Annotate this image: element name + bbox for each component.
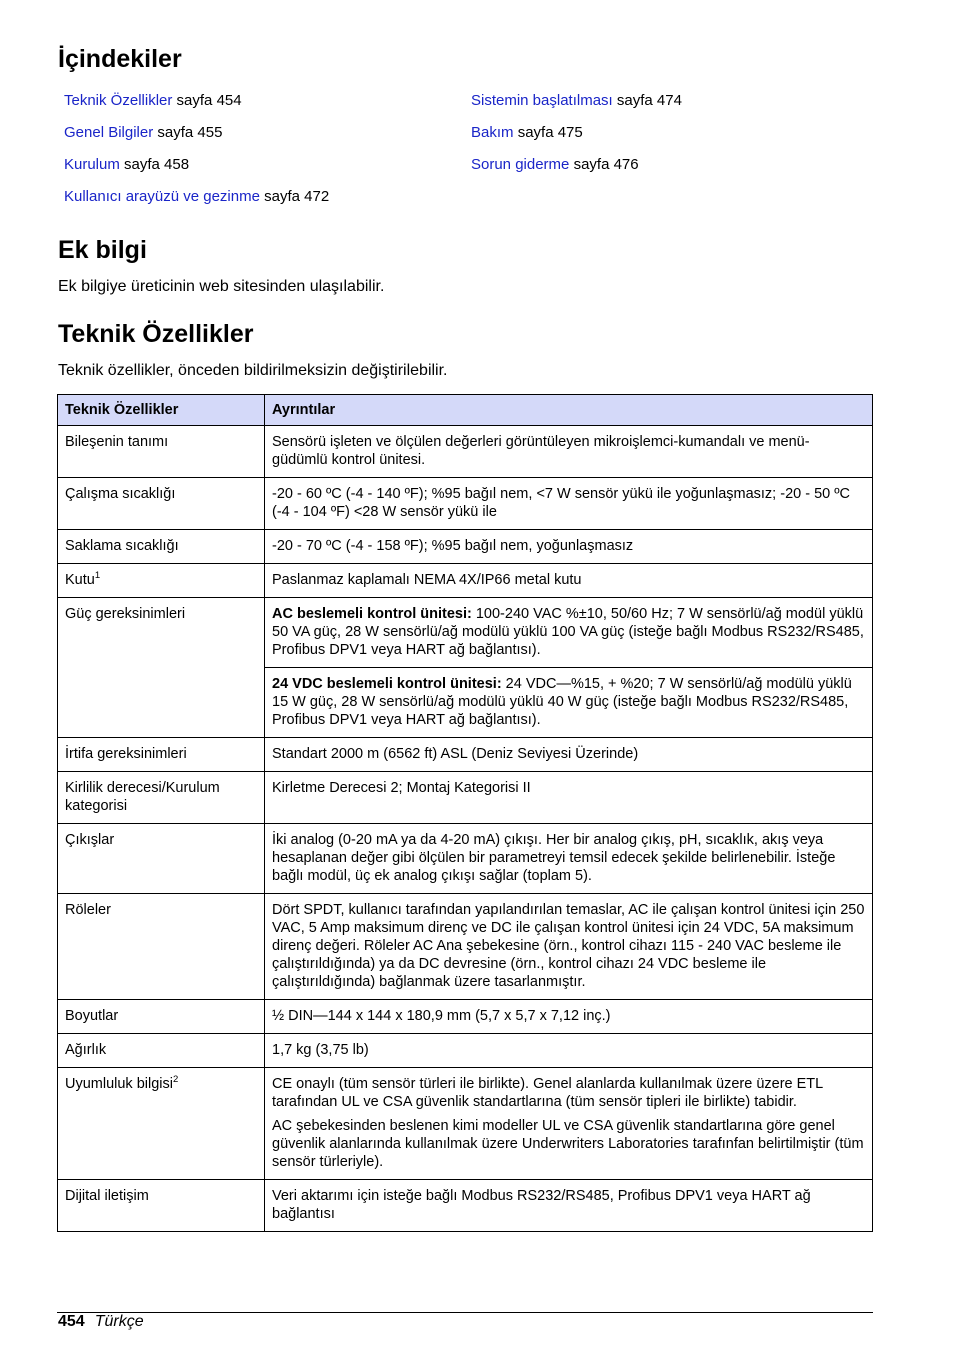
table-row: [58, 738, 873, 772]
column-header: Ayrıntılar: [265, 395, 873, 426]
toc-page: sayfa 476: [573, 156, 639, 173]
table-row: [58, 426, 873, 478]
spec-value-text: 24 VDC—%15, + %20; 7 W sensörlü/ağ modülü yüklü 15 W güç, 28 W sensörlü/ağ modülü yüklü 40 W güç (isteğe bağlı Modbus RS232/RS485, Profibus DPV1 veya HART ağ bağlantısı).: [272, 676, 852, 728]
table-row: [58, 1000, 873, 1034]
spec-value: Kirletme Derecesi 2; Montaj Kategorisi II: [265, 772, 873, 824]
table-row: [58, 894, 873, 1000]
spec-label: Güç gereksinimleri: [58, 598, 265, 738]
toc-item: [471, 124, 682, 156]
spec-label: Çalışma sıcaklığı: [58, 478, 265, 530]
spec-value: [265, 1068, 873, 1180]
spec-value: -20 - 60 ºC (-4 - 140 ºF); %95 bağıl nem, <7 W sensör yükü ile yoğunlaşmasız; -20 - 50 ºC (-4 - 104 ºF) <28 W sensör yükü ile: [265, 478, 873, 530]
spec-value: İki analog (0-20 mA ya da 4-20 mA) çıkışı. Her bir analog çıkış, pH, sıcaklık, akış veya hesaplanan değer gibi ölçülen bir parametreyi temsil edecek şekilde belirlenebilir. İsteğe bağlı modül, üç ek analog çıkışı sağlar (toplam 5).: [265, 824, 873, 894]
toc-page: sayfa 454: [176, 92, 242, 109]
spec-label: Bileşenin tanımı: [58, 426, 265, 478]
footer-divider: [57, 1312, 873, 1313]
spec-value: Sensörü işleten ve ölçülen değerleri görüntüleyen mikroişlemci-kumandalı ve menü-güdümlü kontrol ünitesi.: [265, 426, 873, 478]
table-row: [58, 478, 873, 530]
table-row: [58, 772, 873, 824]
spec-value: Standart 2000 m (6562 ft) ASL (Deniz Seviyesi Üzerinde): [265, 738, 873, 772]
toc-page: sayfa 455: [157, 124, 223, 141]
spec-label: Çıkışlar: [58, 824, 265, 894]
toc-link[interactable]: Sistemin başlatılması: [471, 92, 613, 109]
spec-value: [265, 668, 873, 738]
spec-label: Röleler: [58, 894, 265, 1000]
ek-bilgi-text: Ek bilgiye üreticinin web sitesinden ulaşılabilir.: [58, 278, 385, 295]
toc-item: [471, 92, 682, 124]
toc-left-column: [64, 92, 329, 220]
table-row: [58, 530, 873, 564]
spec-value: Dört SPDT, kullanıcı tarafından yapılandırılan temaslar, AC ile çalışan kontrol ünitesi için 250 VAC, 5 Amp maksimum direnç ve DC ile çalışan kontrol ünitesi için 24 VDC, 5A maksimum direnç değeri. Röleler AC Ana şebekesine (örn., kontrol cihazı 115 - 240 VAC besleme ile çalıştırıldığında) ya da DC devresine (örn., kontrol cihazı 24 VDC besleme ile çalıştırıldığında) bağlanmak üzere tasarlanmıştır.: [265, 894, 873, 1000]
toc-link[interactable]: Teknik Özellikler: [64, 92, 173, 109]
spec-label-text: Kutu: [65, 572, 95, 588]
table-row: [58, 824, 873, 894]
table-header-row: [58, 395, 873, 426]
specs-heading: Teknik Özellikler: [58, 320, 254, 348]
toc-link[interactable]: Kullanıcı arayüzü ve gezinme: [64, 188, 260, 205]
page-footer: [58, 1313, 144, 1331]
spec-value: Veri aktarımı için isteğe bağlı Modbus RS232/RS485, Profibus DPV1 veya HART ağ bağlantısı: [265, 1180, 873, 1232]
toc-page: sayfa 472: [264, 188, 330, 205]
spec-label: Saklama sıcaklığı: [58, 530, 265, 564]
toc-heading: İçindekiler: [58, 45, 182, 73]
spec-table: [57, 394, 873, 1232]
spec-value: -20 - 70 ºC (-4 - 158 ºF); %95 bağıl nem, yoğunlaşmasız: [265, 530, 873, 564]
spec-value-paragraph: AC şebekesinden beslenen kimi modeller UL ve CSA güvenlik standartlarına göre genel güvenlik alanlarında kullanılmak üzere Underwriters Laboratories tarafınfan belirtilmiştir (tüm sensör türleriyle).: [272, 1118, 864, 1170]
toc-page: sayfa 475: [517, 124, 583, 141]
spec-value-paragraph: CE onaylı (tüm sensör türleri ile birlikte). Genel alanlarda kullanılmak üzere üzere ETL tarafından UL ve CSA güvenlik standartlarına (tüm sensör tipleri ile birlikte) tabidir.: [272, 1076, 823, 1110]
column-header: Teknik Özellikler: [58, 395, 265, 426]
spec-value-bold: 24 VDC beslemeli kontrol ünitesi:: [272, 676, 502, 692]
table-row: [58, 564, 873, 598]
table-row: [58, 598, 873, 668]
footnote-marker: 2: [172, 1074, 179, 1086]
spec-value: ½ DIN—144 x 144 x 180,9 mm (5,7 x 5,7 x 7,12 inç.): [265, 1000, 873, 1034]
spec-value: [265, 598, 873, 668]
table-row: [58, 1034, 873, 1068]
toc-item: [471, 156, 682, 188]
toc-link[interactable]: Kurulum: [64, 156, 120, 173]
spec-label: Boyutlar: [58, 1000, 265, 1034]
toc-item: [64, 124, 329, 156]
spec-value-text: 100-240 VAC %±10, 50/60 Hz; 7 W sensörlü/ağ modül yüklü 50 VA güç, 28 W sensörlü/ağ modülü yüklü 100 VA güç (isteğe bağlı Modbus RS232/RS485, Profibus DPV1 veya HART ağ bağlantısı).: [272, 606, 864, 658]
spec-label: Dijital iletişim: [58, 1180, 265, 1232]
spec-label: Kirlilik derecesi/Kurulum kategorisi: [58, 772, 265, 824]
spec-label: İrtifa gereksinimleri: [58, 738, 265, 772]
spec-label-text: Uyumluluk bilgisi: [65, 1076, 173, 1092]
spec-value: 1,7 kg (3,75 lb): [265, 1034, 873, 1068]
toc-item: [64, 156, 329, 188]
spec-label: Ağırlık: [58, 1034, 265, 1068]
footnote-marker: 1: [94, 570, 101, 582]
toc-page: sayfa 458: [124, 156, 190, 173]
page-number: 454: [58, 1313, 85, 1330]
footer-language: Türkçe: [94, 1313, 144, 1330]
toc-link[interactable]: Genel Bilgiler: [64, 124, 154, 141]
spec-value-bold: AC beslemeli kontrol ünitesi:: [272, 606, 472, 622]
toc-link[interactable]: Bakım: [471, 124, 514, 141]
toc-right-column: [471, 92, 682, 188]
table-row: [58, 1068, 873, 1180]
table-row: [58, 1180, 873, 1232]
toc-item: [64, 92, 329, 124]
ek-bilgi-heading: Ek bilgi: [58, 236, 147, 264]
toc-item: [64, 188, 329, 220]
toc-page: sayfa 474: [616, 92, 682, 109]
specs-intro: Teknik özellikler, önceden bildirilmeksizin değiştirilebilir.: [58, 362, 448, 379]
spec-label: [58, 1068, 265, 1180]
spec-label: [58, 564, 265, 598]
toc-link[interactable]: Sorun giderme: [471, 156, 570, 173]
spec-value: Paslanmaz kaplamalı NEMA 4X/IP66 metal kutu: [265, 564, 873, 598]
